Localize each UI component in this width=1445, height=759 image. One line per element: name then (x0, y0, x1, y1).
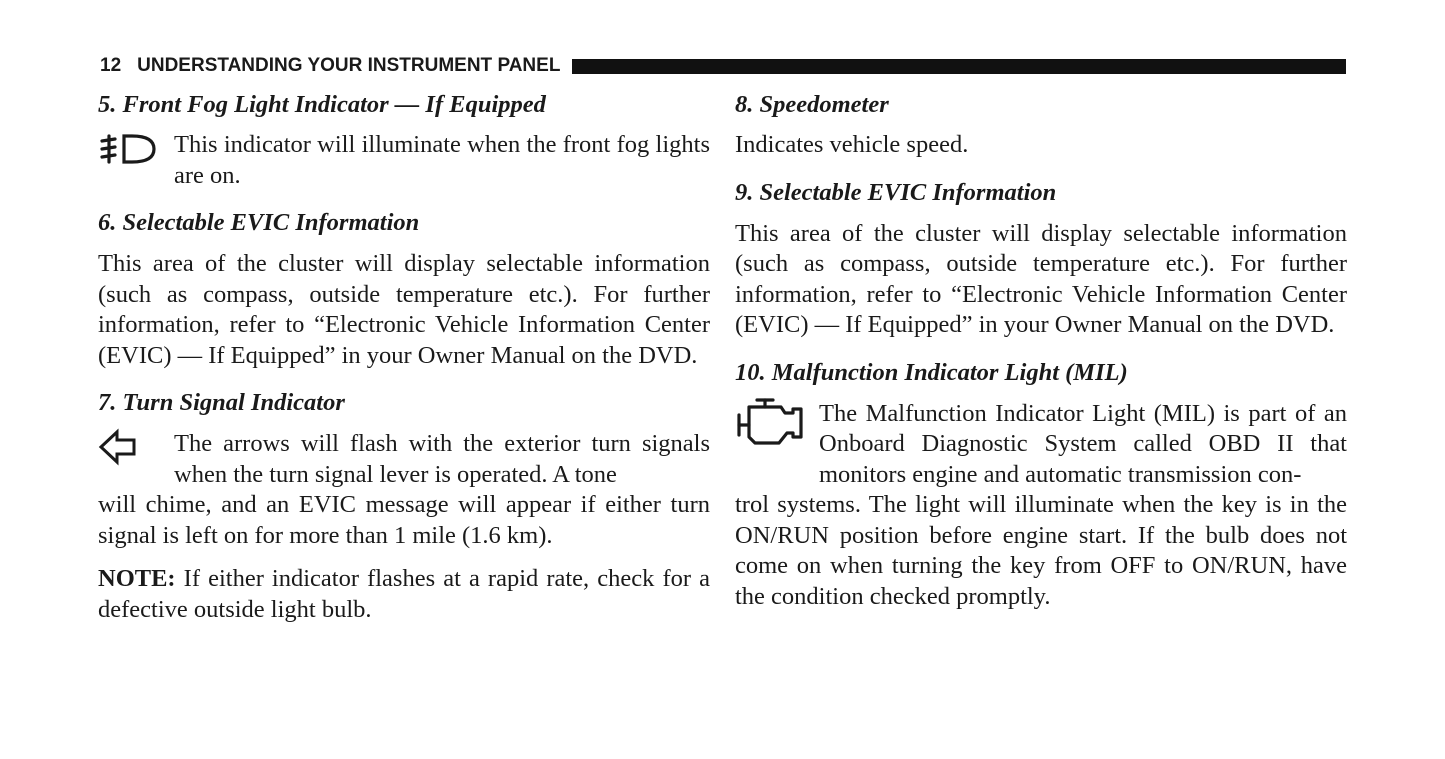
section-title: UNDERSTANDING YOUR INSTRUMENT PANEL (137, 55, 561, 76)
fog-light-block (98, 130, 710, 191)
left-column (98, 86, 710, 625)
turn-signal-text-indented: The arrows will flash with the exterior turn signals when the turn signal lever is operated. A tone (174, 430, 710, 488)
item5-heading: 5. Front Fog Light Indicator — If Equipped (98, 91, 546, 118)
note-text: If either indicator flashes at a rapid rate, check for a defective outside light bulb. (98, 565, 710, 623)
item9-text: This area of the cluster will display selectable information (such as compass, outside temperature etc.). For further information, refer to “Electronic Vehicle Information Center (EVIC) — If Equipped” in your Owner Manual on the DVD. (735, 219, 1347, 338)
header-rule (572, 59, 1346, 74)
item6-heading: 6. Selectable EVIC Information (98, 209, 420, 236)
page-number: 12 (100, 55, 122, 76)
item10-heading: 10. Malfunction Indicator Light (MIL) (735, 358, 1128, 386)
note-label: NOTE: (98, 565, 176, 592)
engine-check-icon (735, 399, 819, 490)
mil-text-continued: trol systems. The light will illuminate when the key is in the ON/RUN position before engine start. If the bulb does not come on when turning the key from OFF to ON/RUN, have the condition checked promptly. (735, 491, 1347, 610)
fog-light-text: This indicator will illuminate when the front fog lights are on. (174, 131, 710, 189)
item8-text: Indicates vehicle speed. (735, 131, 969, 158)
item9-heading: 9. Selectable EVIC Information (735, 178, 1057, 206)
turn-signal-block (98, 429, 710, 490)
mil-block (735, 399, 1347, 491)
turn-signal-arrow-icon (98, 429, 174, 490)
right-column (735, 86, 1347, 612)
mil-text-indented: The Malfunction Indicator Light (MIL) is part of an Onboard Diagnostic System called OBD II that monitors engine and automatic transmission con- (819, 399, 1347, 488)
note (98, 564, 710, 625)
item8-heading: 8. Speedometer (735, 91, 889, 118)
turn-signal-text-continued: will chime, and an EVIC message will appear if either turn signal is left on for more than 1 mile (1.6 km). (98, 491, 710, 549)
front-fog-light-icon (98, 130, 174, 191)
page-header (100, 52, 1346, 80)
item6-text: This area of the cluster will display selectable information (such as compass, outside temperature etc.). For further information, refer to “Electronic Vehicle Information Center (EVIC) — If Equipped” in your Owner Manual on the DVD. (98, 250, 710, 369)
item7-heading: 7. Turn Signal Indicator (98, 389, 345, 416)
